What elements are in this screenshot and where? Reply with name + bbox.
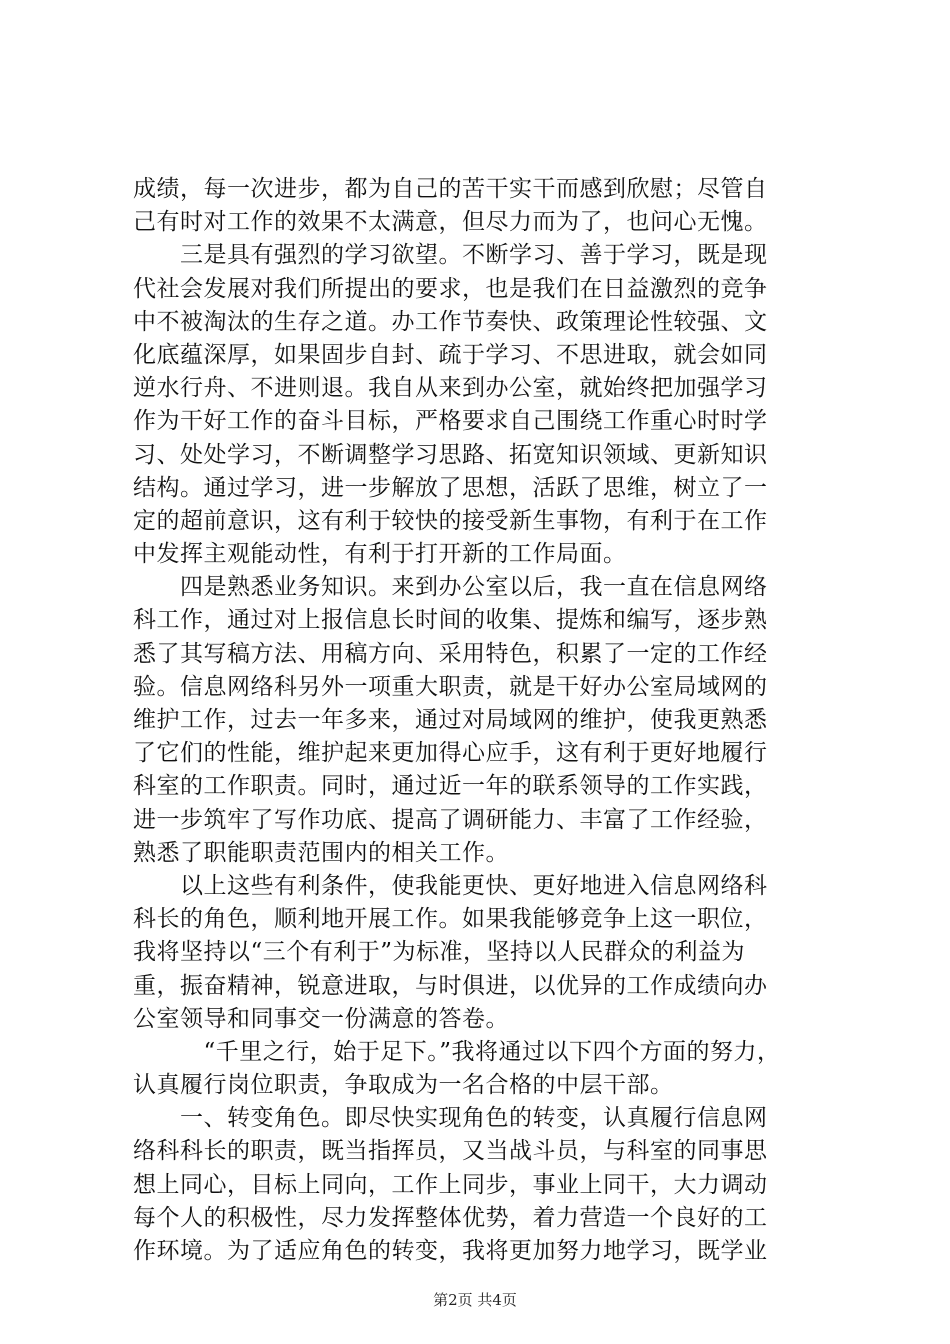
text-line: 化底蕴深厚，如果固步自封、疏于学习、不思进取，就会如同	[133, 341, 768, 368]
text-line: 作为干好工作的奋斗目标，严格要求自己围绕工作重心时时学	[133, 408, 768, 435]
text-line: 我将坚持以“三个有利于”为标准，坚持以人民群众的利益为	[133, 939, 746, 966]
text-line: 结构。通过学习，进一步解放了思想，活跃了思维，树立了一	[133, 474, 768, 501]
text-line: 中不被淘汰的生存之道。办工作节奏快、政策理论性较强、文	[133, 308, 768, 335]
text-line: 逆水行舟、不进则退。我自从来到办公室，就始终把加强学习	[133, 375, 768, 402]
page-footer: 第2页 共4页	[433, 1291, 517, 1309]
text-line: 认真履行岗位职责，争取成为一名合格的中层干部。	[133, 1072, 674, 1099]
text-line: 了它们的性能，维护起来更加得心应手，这有利于更好地履行	[133, 740, 768, 767]
text-line: 代社会发展对我们所提出的要求，也是我们在日益激烈的竞争	[133, 275, 768, 302]
text-line: 络科科长的职责，既当指挥员，又当战斗员，与科室的同事思	[133, 1138, 768, 1165]
text-line: 科工作，通过对上报信息长时间的收集、提炼和编写，逐步熟	[133, 607, 768, 634]
text-line: 验。信息网络科另外一项重大职责，就是干好办公室局域网的	[133, 673, 768, 700]
text-line: 每个人的积极性，尽力发挥整体优势，着力营造一个良好的工	[133, 1204, 768, 1231]
text-line: 科室的工作职责。同时，通过近一年的联系领导的工作实践，	[133, 773, 768, 800]
text-line: 定的超前意识，这有利于较快的接受新生事物，有利于在工作	[133, 507, 768, 534]
text-line: 中发挥主观能动性，有利于打开新的工作局面。	[133, 541, 627, 568]
text-line: 以上这些有利条件，使我能更快、更好地进入信息网络科	[133, 872, 768, 899]
text-line: 己有时对工作的效果不太满意，但尽力而为了，也问心无愧。	[133, 209, 768, 236]
text-line: 四是熟悉业务知识。来到办公室以后，我一直在信息网络	[133, 574, 768, 601]
text-line: 成绩，每一次进步，都为自己的苦干实干而感到欣慰；尽管自	[133, 176, 768, 202]
text-line: 悉了其写稿方法、用稿方向、采用特色，积累了一定的工作经	[133, 640, 768, 667]
text-line: 作环境。为了适应角色的转变，我将更加努力地学习，既学业	[133, 1238, 768, 1264]
text-line: 一、转变角色。即尽快实现角色的转变，认真履行信息网	[133, 1105, 768, 1132]
text-line: 进一步筑牢了写作功底、提高了调研能力、丰富了工作经验，	[133, 806, 768, 833]
text-line: “千里之行，始于足下。”我将通过以下四个方面的努力，	[133, 1038, 781, 1065]
body-text	[133, 173, 833, 1268]
text-line: 科长的角色，顺利地开展工作。如果我能够竞争上这一职位，	[133, 906, 768, 933]
text-line: 想上同心，目标上同向，工作上同步，事业上同干，大力调动	[133, 1171, 768, 1198]
text-line: 三是具有强烈的学习欲望。不断学习、善于学习，既是现	[133, 242, 768, 269]
text-line: 熟悉了职能职责范围内的相关工作。	[133, 839, 509, 866]
text-line: 习、处处学习，不断调整学习思路、拓宽知识领域、更新知识	[133, 441, 768, 468]
text-line: 公室领导和同事交一份满意的答卷。	[133, 1005, 509, 1032]
text-line: 维护工作，过去一年多来，通过对局域网的维护，使我更熟悉	[133, 707, 768, 733]
text-line: 重，振奋精神，锐意进取，与时俱进，以优异的工作成绩向办	[133, 972, 768, 999]
